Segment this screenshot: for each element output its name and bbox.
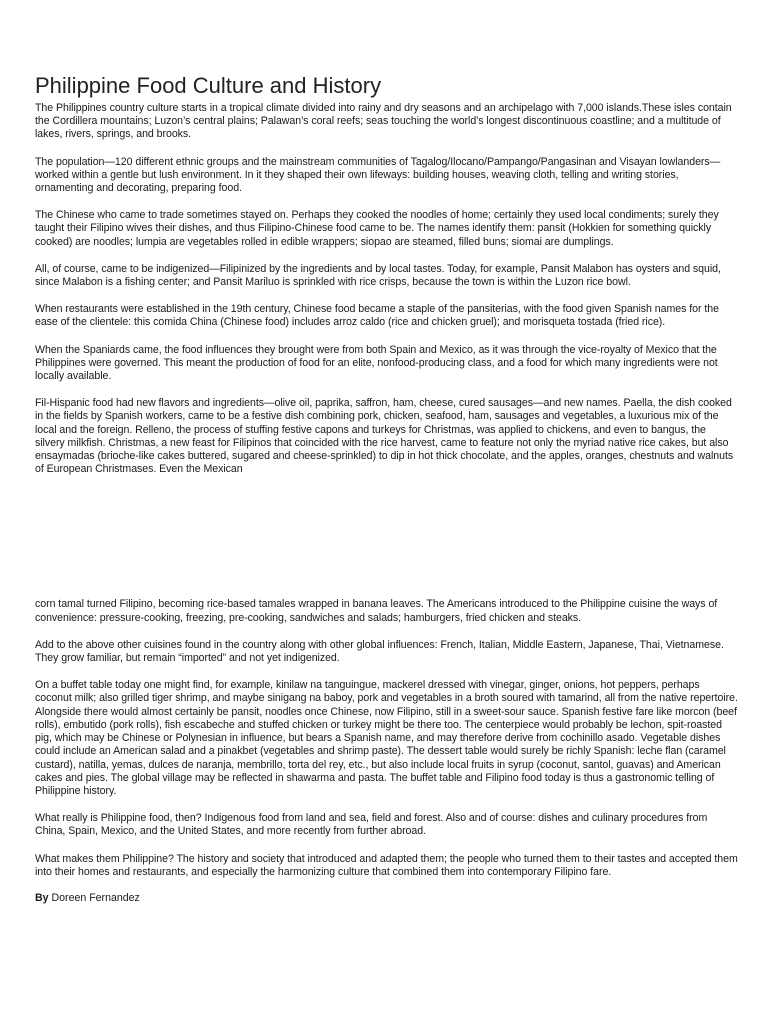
paragraph: The Chinese who came to trade sometimes stayed on. Perhaps they cooked the noodles of home; certainly they used local condiments; surely they taught their Filipino wives their dishes, and thus Filipino-Chinese food came to be. The names identify them: pansit (Hokkien for something quickly cooked) are noodles; lumpia are vegetables rolled in edible wrappers; siopao are steamed, filled buns; siomai are dumplings. — [35, 209, 719, 248]
paragraph: Add to the above other cuisines found in the country along with other global influences: French, Italian, Middle Eastern, Japanese, Thai, Vietnamese. They grow familiar, but remain “imported” and not yet indigenized. — [35, 638, 724, 665]
paragraph: On a buffet table today one might find, for example, kinilaw na tanguingue, mackerel dressed with vinegar, ginger, onions, hot peppers, perhaps coconut milk; also grilled tiger shrimp, and maybe sinigang na baboy, pork and vegetables in a broth soured with tamarind, all from the native repertoire. Alongside there would almost certainly be pansit, noodles once Chinese, now Filipino, still in a sweet-sour sauce. Spanish festive fare like morcon (beef rolls), embutido (pork rolls), fish escabeche and stuffed chicken or turkey might be there too. The centerpiece would probably be lechon, spit-roasted pig, which may be Chinese or Polynesian in influence, but bears a Spanish name, and may therefore derive from cochinillo asado. Vegetable dishes could include an American salad and a pinakbet (vegetables and shrimp paste). The dessert table would surely be richly Spanish: leche flan (caramel custard), natilla, yemas, dulces de naranja, membrillo, torta del rey, etc., but also include local fruits in syrup (coconut, santol, guavas) and American cakes and pies. The global village may be reflected in shawarma and pasta. The buffet table and Filipino food today is thus a gastronomic telling of Philippine history. — [35, 679, 738, 797]
paragraph: When restaurants were established in the 19th century, Chinese food became a staple of the pansiterias, with the food given Spanish names for the ease of the clientele: this comida China (Chinese food) includes arroz caldo (rice and chicken gruel); and morisqueta tostada (fried rice). — [35, 303, 719, 329]
document-page — [35, 72, 738, 905]
byline-author: Doreen Fernandez — [51, 891, 140, 904]
byline-label: By — [35, 891, 49, 904]
page-break-spacer — [35, 476, 738, 598]
paragraph: All, of course, came to be indigenized—Filipinized by the ingredients and by local tastes. Today, for example, Pansit Malabon has oysters and squid, since Malabon is a fishing center; and Pansit Mariluo is sprinkled with rice crisps, because the town is within the Luzon rice bowl. — [35, 262, 721, 289]
byline — [35, 892, 738, 905]
paragraph: What makes them Philippine? The history and society that introduced and adapted them; the people who turned them to their tastes and accepted them into their homes and restaurants, and especially the harmonizing culture that combined them into contemporary Filipino fare. — [35, 852, 738, 878]
page-title: Philippine Food Culture and History — [35, 73, 382, 98]
paragraph: What really is Philippine food, then? Indigenous food from land and sea, field and forest. Also and of course: dishes and culinary procedures from China, Spain, Mexico, and the United States, and more recently from further abroad. — [35, 812, 708, 838]
paragraph: The population—120 different ethnic groups and the mainstream communities of Tagalog/Ilocano/Pampango/Pangasinan and Visayan lowlanders—worked within a gentle but lush environment. In it they shaped their own lifeways: building houses, weaving cloth, telling and writing stories, ornamenting and decorating, preparing food. — [35, 155, 721, 195]
paragraph: The Philippines country culture starts in a tropical climate divided into rainy and dry seasons and an archipelago with 7,000 islands.These isles contain the Cordillera mountains; Luzon’s central plains; Palawan’s coral reefs; seas touching the world’s longest discontinuous coastline; and a multitude of lakes, rivers, springs, and brooks. — [35, 102, 732, 141]
paragraph: Fil-Hispanic food had new flavors and ingredients—olive oil, paprika, saffron, ham, cheese, cured sausages—and new names. Paella, the dish cooked in the fields by Spanish workers, came to be a festive dish combining pork, chicken, seafood, ham, sausages and vegetables, a luxurious mix of the local and the foreign. Relleno, the process of stuffing festive capons and turkeys for Christmas, was applied to chickens, and even to bangus, the silvery milkfish. Christmas, a new feast for Filipinos that coincided with the rice harvest, came to feature not only the myriad native rice cakes, but also ensaymadas (brioche-like cakes buttered, sugared and cheese-sprinkled) to dip in hot thick chocolate, and the apples, oranges, chestnuts and walnuts of European Christmases. Even the Mexican — [35, 397, 734, 476]
paragraph: corn tamal turned Filipino, becoming rice-based tamales wrapped in banana leaves. The Americans introduced to the Philippine cuisine the ways of convenience: pressure-cooking, freezing, pre-cooking, sandwiches and salads; hamburgers, fried chicken and steaks. — [35, 598, 718, 624]
paragraph: When the Spaniards came, the food influences they brought were from both Spain and Mexico, as it was through the vice-royalty of Mexico that the Philippines were governed. This meant the production of food for an elite, nonfood-producing class, and a food for which many ingredients were not locally available. — [35, 343, 718, 383]
